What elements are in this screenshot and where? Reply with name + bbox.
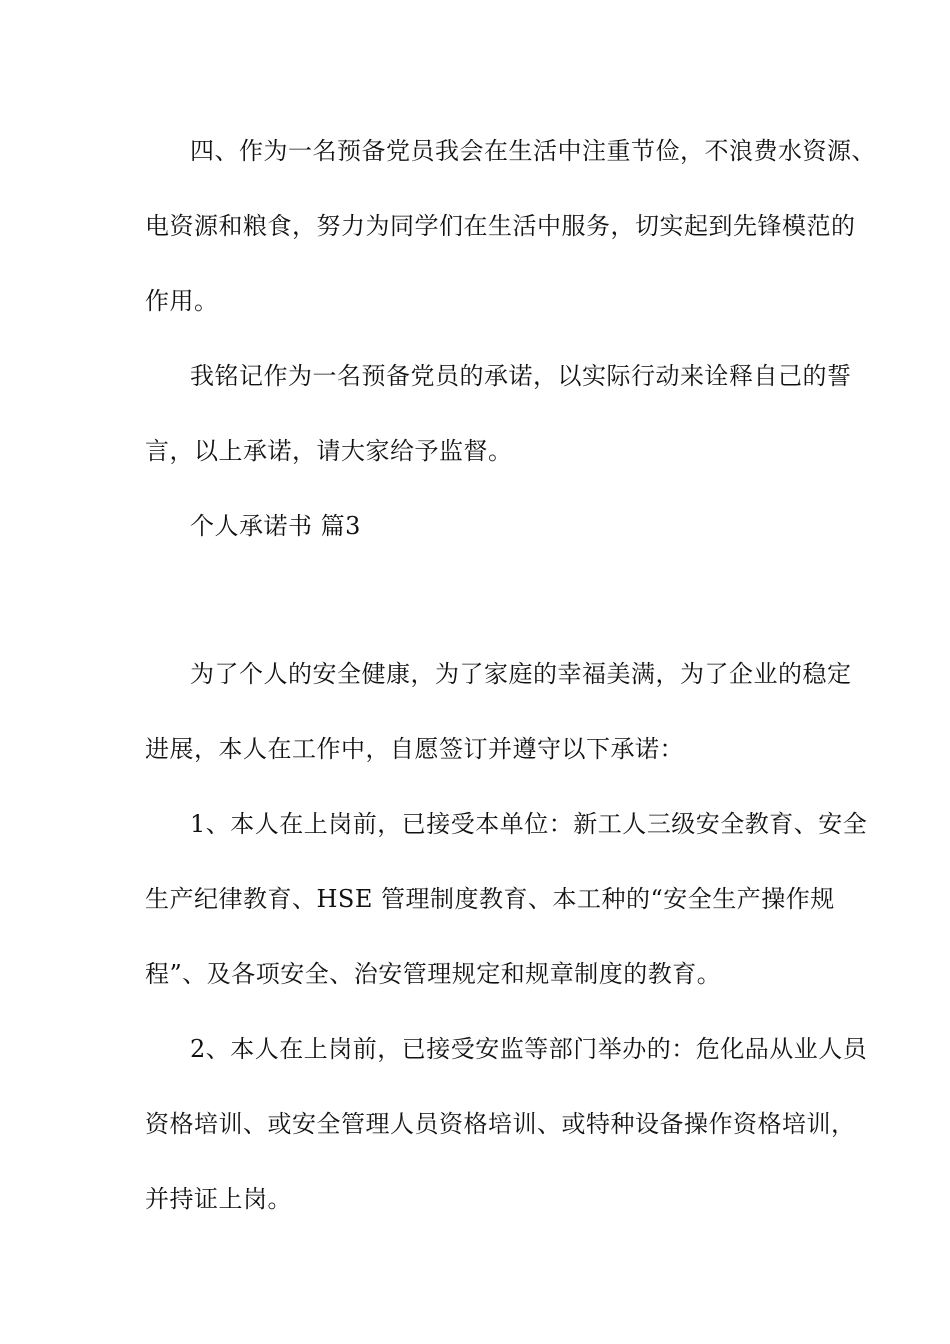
- item-2-line-2: 资格培训、或安全管理人员资格培训、或特种设备操作资格培训，: [145, 1110, 856, 1138]
- item-2-line-3: 并持证上岗。: [145, 1185, 292, 1213]
- closing-paragraph-line-1: 我铭记作为一名预备党员的承诺，以实际行动来诠释自己的誓: [190, 362, 852, 390]
- section-heading: 个人承诺书 篇3: [190, 512, 361, 540]
- paragraph-4-line-2: 电资源和粮食，努力为同学们在生活中服务，切实起到先锋模范的: [145, 212, 856, 240]
- closing-paragraph-line-2: 言，以上承诺，请大家给予监督。: [145, 437, 513, 465]
- item-1-line-2: 生产纪律教育、HSE 管理制度教育、本工种的“安全生产操作规: [145, 885, 835, 913]
- paragraph-4-line-1: 四、作为一名预备党员我会在生活中注重节俭，不浪费水资源、: [190, 137, 876, 165]
- item-1-line-3: 程”、及各项安全、治安管理规定和规章制度的教育。: [145, 960, 722, 988]
- intro-paragraph-line-1: 为了个人的安全健康，为了家庭的幸福美满，为了企业的稳定: [190, 660, 852, 688]
- item-2-line-1: 2、本人在上岗前，已接受安监等部门举办的：危化品从业人员: [190, 1035, 868, 1063]
- paragraph-4-line-3: 作用。: [145, 287, 219, 315]
- item-1-line-1: 1、本人在上岗前，已接受本单位：新工人三级安全教育、安全: [190, 810, 868, 838]
- intro-paragraph-line-2: 进展，本人在工作中，自愿签订并遵守以下承诺：: [145, 735, 684, 763]
